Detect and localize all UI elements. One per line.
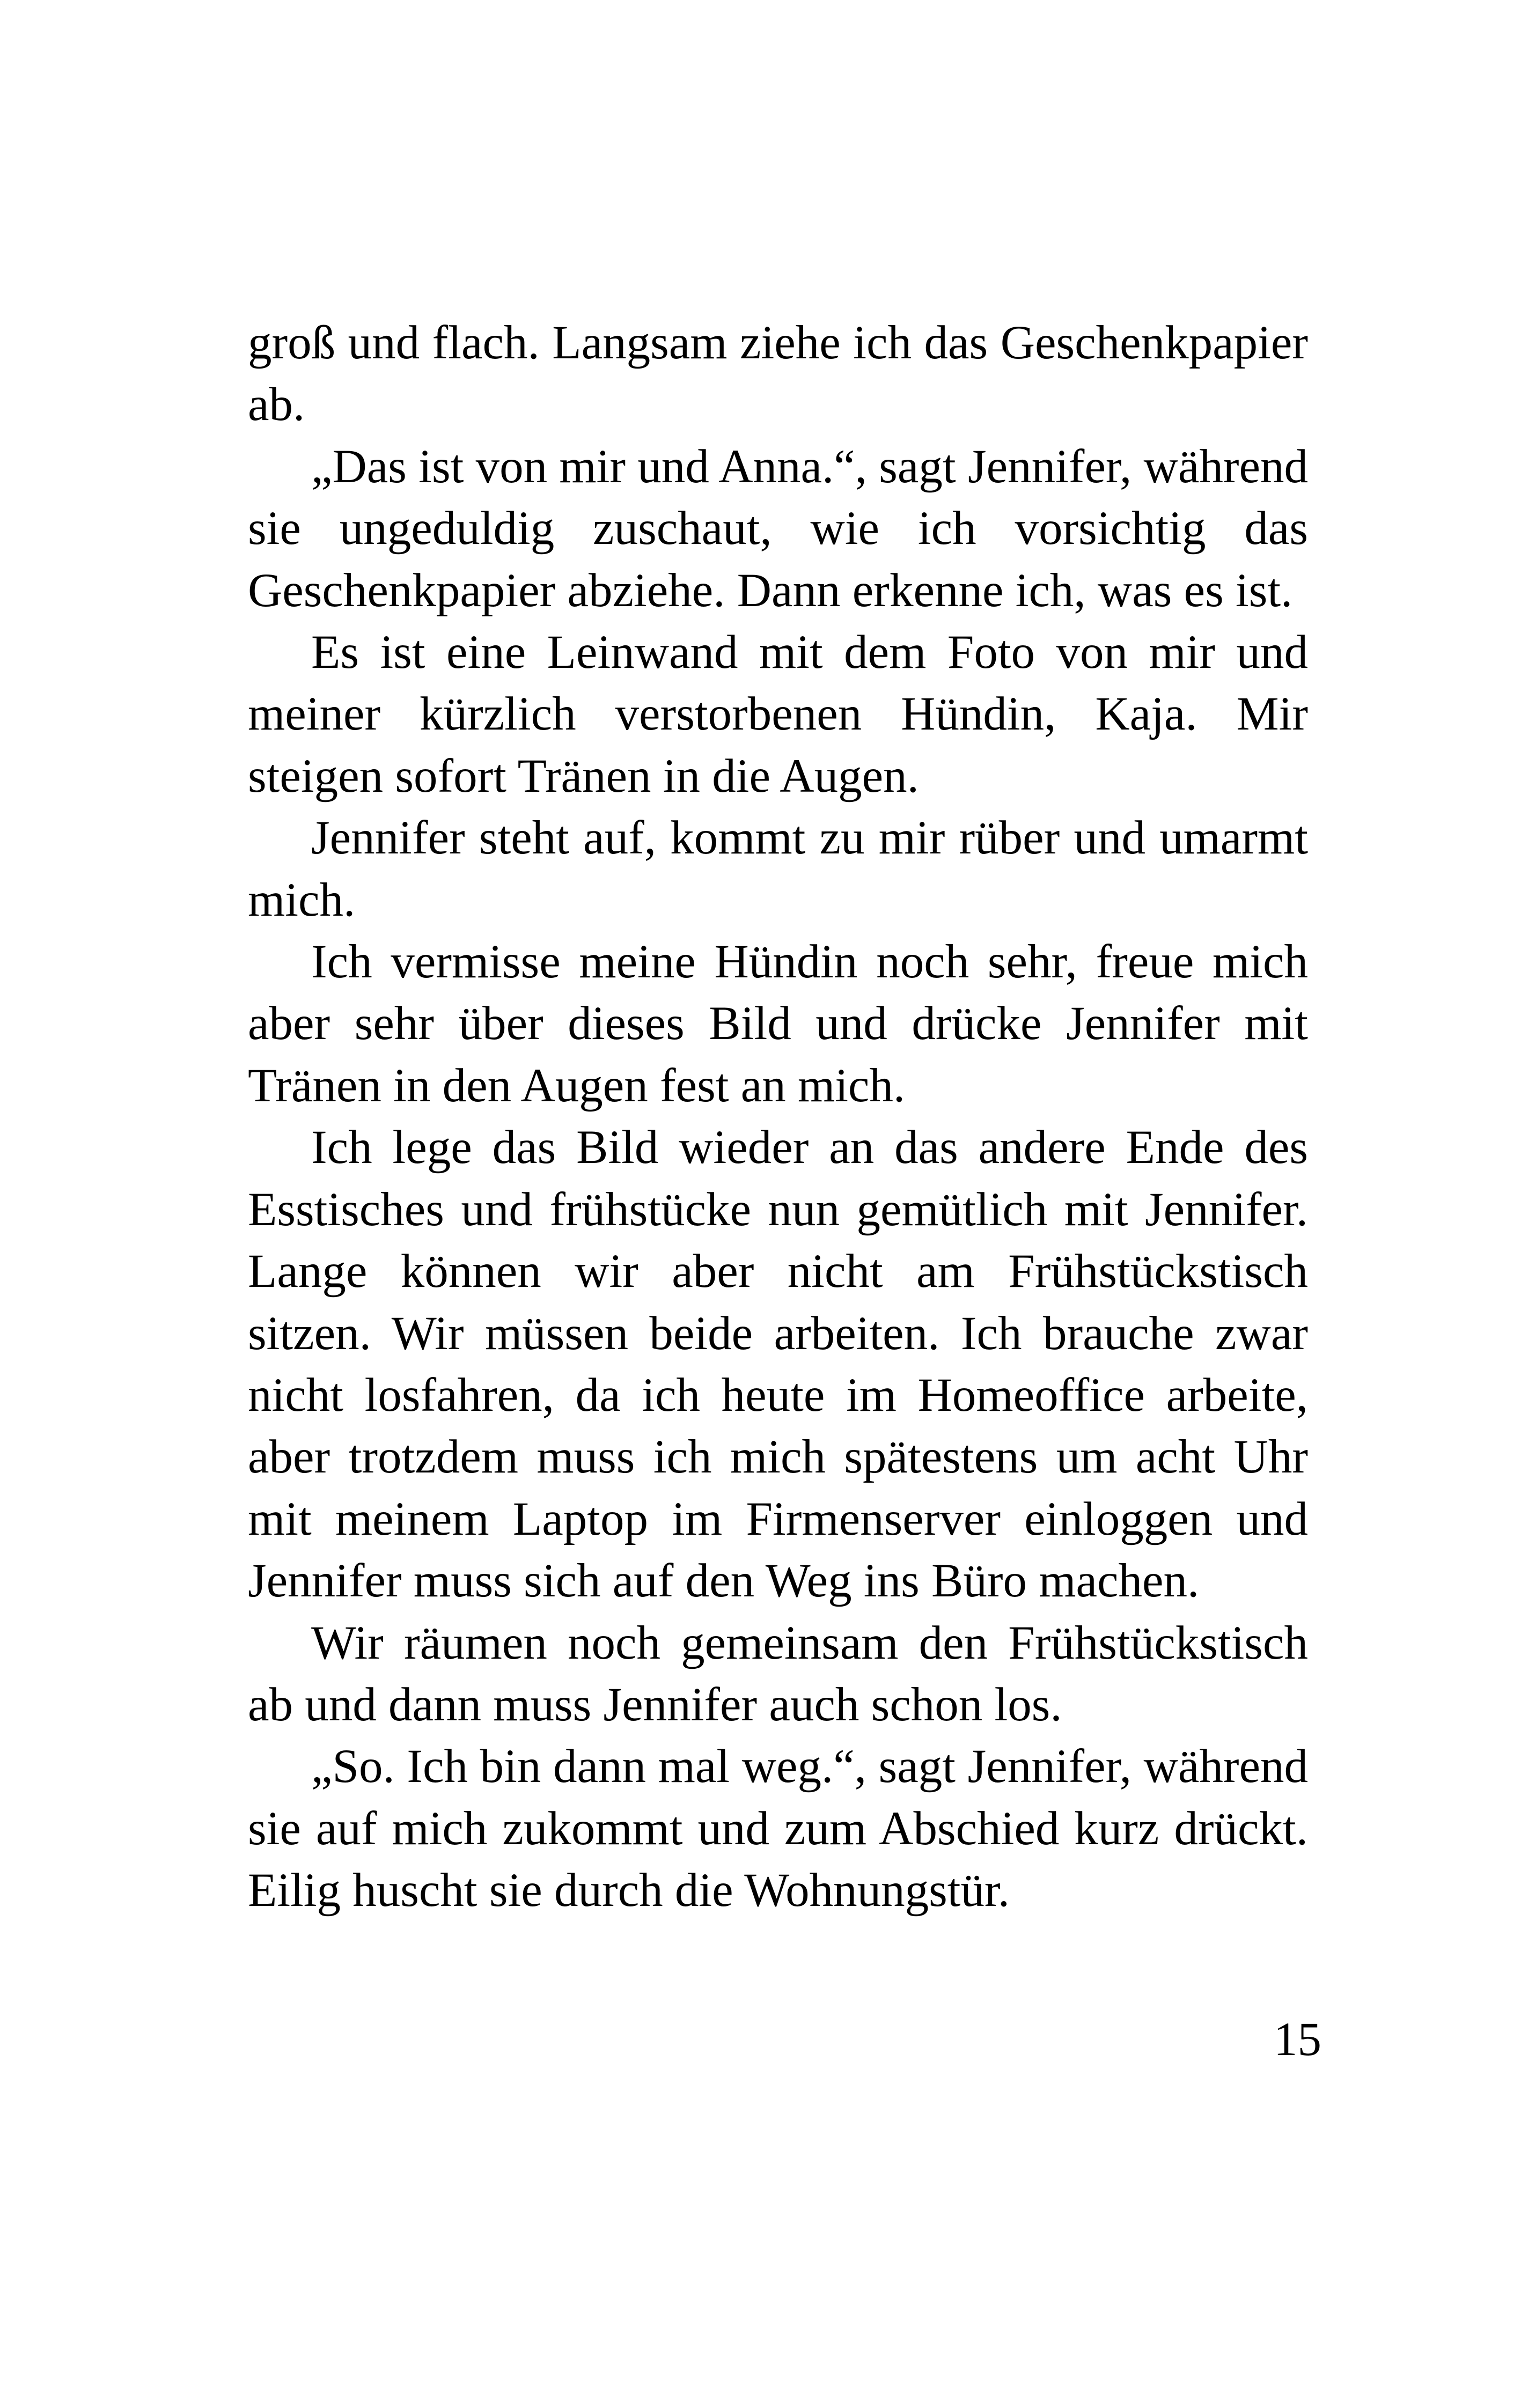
- paragraph: Jennifer steht auf, kommt zu mir rüber und umarmt mich.: [248, 812, 1308, 926]
- paragraph: „Das ist von mir und Anna.“, sagt Jennifer, während sie ungeduldig zuschaut, wie ich vorsichtig das Geschenkpapier abziehe. Dann erkenne ich, was es ist.: [248, 440, 1308, 617]
- paragraph: Ich lege das Bild wieder an das andere Ende des Esstisches und frühstücke nun gemütlich mit Jennifer. Lange können wir aber nicht am Frühstückstisch sitzen. Wir müssen beide arbeiten. Ich brauche zwar nicht losfahren, da ich heute im Homeoffice arbeite, aber trotzdem muss ich mich spätestens um acht Uhr mit meinem Laptop im Firmenserver einloggen und Jennifer muss sich auf den Weg ins Büro machen.: [248, 1121, 1308, 1608]
- body-text: [248, 312, 1308, 1922]
- paragraph: Es ist eine Leinwand mit dem Foto von mir und meiner kürzlich verstorbenen Hündin, Kaja. Mir steigen sofort Tränen in die Augen.: [248, 626, 1308, 802]
- paragraph: groß und flach. Langsam ziehe ich das Geschenkpapier ab.: [248, 316, 1308, 431]
- page-number: 15: [1274, 2013, 1321, 2066]
- paragraph: Ich vermisse meine Hündin noch sehr, freue mich aber sehr über dieses Bild und drücke Jennifer mit Tränen in den Augen fest an mich.: [248, 936, 1308, 1112]
- paragraph: Wir räumen noch gemeinsam den Frühstückstisch ab und dann muss Jennifer auch schon los.: [248, 1616, 1308, 1731]
- paragraph: „So. Ich bin dann mal weg.“, sagt Jennifer, während sie auf mich zukommt und zum Abschied kurz drückt. Eilig huscht sie durch die Wohnungstür.: [248, 1740, 1308, 1917]
